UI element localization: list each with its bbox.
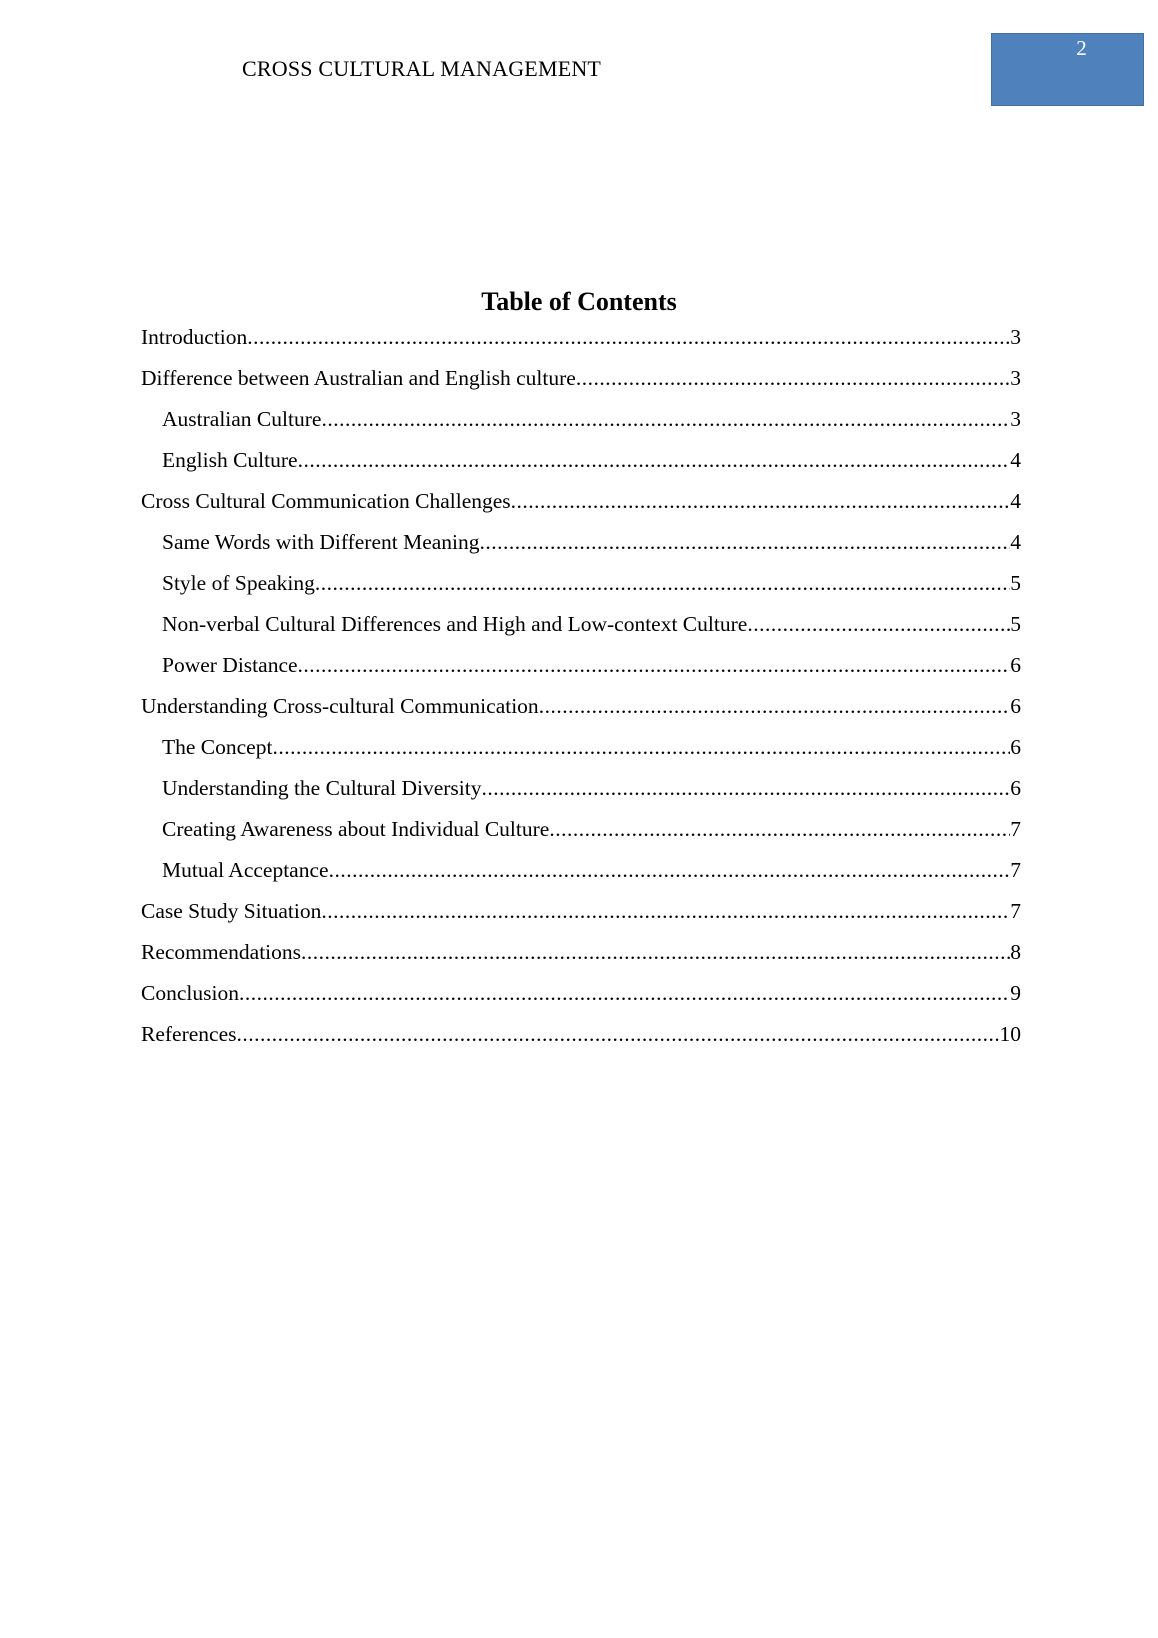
toc-dot-leader — [272, 730, 1010, 765]
toc-entry-conclusion[interactable] — [141, 976, 1021, 1017]
toc-entry-page: 7 — [1010, 858, 1021, 882]
toc-entry-understanding-cross-cultural[interactable] — [141, 689, 1021, 730]
toc-entry-page: 6 — [1010, 653, 1021, 677]
toc-entry-recommendations[interactable] — [141, 935, 1021, 976]
toc-dot-leader — [321, 402, 1010, 437]
toc-entry-label: Non-verbal Cultural Differences and High and Low-context Culture — [162, 612, 748, 636]
toc-dot-leader — [539, 689, 1011, 724]
toc-heading: Table of Contents — [481, 287, 677, 316]
toc-entry-page: 5 — [1010, 571, 1021, 595]
toc-entry-label: Case Study Situation — [141, 899, 322, 923]
toc-dot-leader — [511, 484, 1011, 519]
toc-entry-page: 5 — [1010, 612, 1021, 636]
toc-entry-label: References — [141, 1022, 237, 1046]
toc-entry-page: 8 — [1010, 940, 1021, 964]
toc-entry-case-study[interactable] — [141, 894, 1021, 935]
toc-entry-label: Mutual Acceptance — [162, 858, 329, 882]
toc-entry-page: 6 — [1010, 694, 1021, 718]
toc-entry-the-concept[interactable] — [141, 730, 1021, 771]
toc-entry-label: Creating Awareness about Individual Culture — [162, 817, 550, 841]
toc-entry-english-culture[interactable] — [141, 443, 1021, 484]
page-number: 2 — [1076, 36, 1087, 60]
toc-entry-same-words[interactable] — [141, 525, 1021, 566]
toc-dot-leader — [481, 771, 1010, 806]
toc-entry-power-distance[interactable] — [141, 648, 1021, 689]
page-number-box — [991, 33, 1144, 106]
toc-dot-leader — [321, 894, 1010, 929]
toc-entry-page: 6 — [1010, 776, 1021, 800]
toc-entry-cultural-diversity[interactable] — [141, 771, 1021, 812]
toc-dot-leader — [298, 648, 1011, 683]
toc-entry-label: Understanding the Cultural Diversity — [162, 776, 482, 800]
toc-entry-label: Cross Cultural Communication Challenges — [141, 489, 511, 513]
toc-dot-leader — [480, 525, 1011, 560]
toc-dot-leader — [576, 361, 1010, 396]
toc-entry-page: 6 — [1010, 735, 1021, 759]
toc-dot-leader — [329, 853, 1011, 888]
toc-entry-page: 7 — [1010, 899, 1021, 923]
toc-entry-communication-challenges[interactable] — [141, 484, 1021, 525]
toc-entry-mutual-acceptance[interactable] — [141, 853, 1021, 894]
running-header-title: CROSS CULTURAL MANAGEMENT — [242, 56, 602, 81]
toc-entry-page: 9 — [1010, 981, 1021, 1005]
toc-dot-leader — [747, 607, 1010, 642]
toc-entry-page: 3 — [1010, 366, 1021, 390]
toc-entry-style-of-speaking[interactable] — [141, 566, 1021, 607]
toc-entry-label: Recommendations — [141, 940, 302, 964]
toc-dot-leader — [239, 976, 1010, 1011]
toc-entry-page: 4 — [1010, 530, 1021, 554]
toc-entry-introduction[interactable] — [141, 320, 1021, 361]
toc-entry-difference-australian-english[interactable] — [141, 361, 1021, 402]
toc-entry-australian-culture[interactable] — [141, 402, 1021, 443]
toc-entry-page: 10 — [999, 1022, 1021, 1046]
toc-entry-label: Difference between Australian and English culture — [141, 366, 576, 390]
toc-dot-leader — [315, 566, 1010, 601]
toc-entry-label: Same Words with Different Meaning — [162, 530, 480, 554]
toc-entry-label: English Culture — [162, 448, 298, 472]
toc-entry-page: 4 — [1010, 489, 1021, 513]
toc-entry-non-verbal-differences[interactable] — [141, 607, 1021, 648]
toc-dot-leader — [298, 443, 1011, 478]
toc-entry-creating-awareness[interactable] — [141, 812, 1021, 853]
toc-dot-leader — [237, 1017, 1000, 1052]
toc-dot-leader — [549, 812, 1010, 847]
toc-entry-page: 7 — [1010, 817, 1021, 841]
toc-entry-page: 3 — [1010, 407, 1021, 431]
toc-entry-label: Introduction — [141, 325, 248, 349]
toc-entry-label: The Concept — [162, 735, 273, 759]
toc-entry-label: Power Distance — [162, 653, 298, 677]
toc-dot-leader — [247, 320, 1010, 355]
toc-entry-label: Conclusion — [141, 981, 239, 1005]
table-of-contents — [141, 320, 1021, 1058]
toc-entry-page: 4 — [1010, 448, 1021, 472]
toc-entry-label: Understanding Cross-cultural Communication — [141, 694, 539, 718]
toc-entry-label: Style of Speaking — [162, 571, 315, 595]
toc-dot-leader — [301, 935, 1010, 970]
toc-entry-page: 3 — [1010, 325, 1021, 349]
toc-entry-references[interactable] — [141, 1017, 1021, 1058]
toc-entry-label: Australian Culture — [162, 407, 322, 431]
